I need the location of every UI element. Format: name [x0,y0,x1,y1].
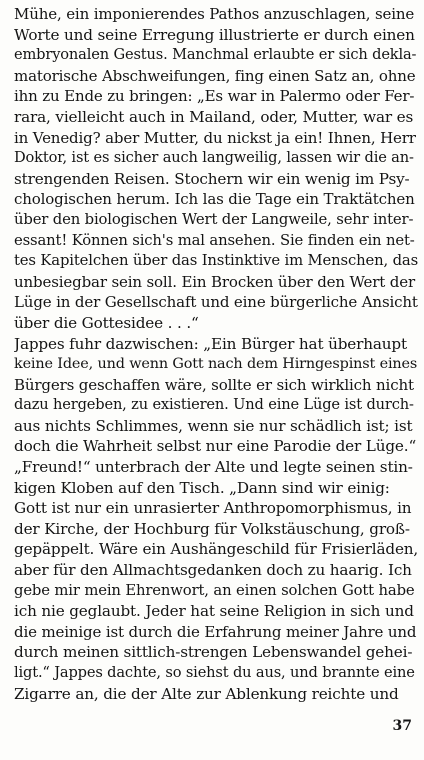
text-line: Gott ist nur ein unrasierter Anthropomorphismus, in [14,499,412,518]
page-number: 37 [392,718,412,734]
text-line: Zigarre an, die der Alte zur Ablenkung reichte und [14,684,399,703]
text-line: gepäppelt. Wäre ein Aushängeschild für Frisierläden, [14,540,418,559]
text-line: aus nichts Schlimmes, wenn sie nur schädlich ist; ist [14,416,413,435]
text-line: kigen Kloben auf den Tisch. „Dann sind wir einig: [14,478,390,497]
text-line: gebe mir mein Ehrenwort, an einen solchen Gott habe [14,581,415,599]
text-line: die meinige ist durch die Erfahrung meiner Jahre und [14,622,417,641]
text-line: rara, vielleicht auch in Mailand, oder, Mutter, war es [14,107,414,126]
text-line: matorische Abschweifungen, fing einen Satz an, ohne [14,66,416,85]
text-line: doch die Wahrheit selbst nur eine Parodie der Lüge.“ [14,437,417,456]
text-line: chologischen herum. Ich las die Tage ein Traktätchen [14,190,415,209]
text-line: in Venedig? aber Mutter, du nickst ja ein! Ihnen, Herr [14,128,416,147]
text-line: embryonalen Gestus. Manchmal erlaubte er sich dekla- [14,46,417,64]
text-line: Worte und seine Erregung illustrierte er durch einen [14,25,415,44]
text-line: aber für den Allmachtsgedanken doch zu haarig. Ich [14,561,412,580]
text-line: essant! Können sich's mal ansehen. Sie finden ein net- [14,231,415,249]
text-line: tes Kapitelchen über das Instinktive im Menschen, das [14,252,418,270]
text-line: Mühe, ein imponierendes Pathos anzuschlagen, seine [14,5,415,23]
text-line: Bürgers geschaffen wäre, sollte er sich wirklich nicht [14,375,414,394]
text-line: „Freund!“ unterbrach der Alte und legte seinen stin- [14,458,413,477]
text-line: ihn zu Ende zu bringen: „Es war in Palermo oder Fer- [14,87,415,106]
text-line: dazu hergeben, zu existieren. Und eine Lüge ist durch- [14,396,414,414]
text-line: ich nie geglaubt. Jeder hat seine Religion in sich und [14,602,414,621]
text-line: unbesiegbar sein soll. Ein Brocken über den Wert der [14,272,415,291]
text-line: der Kirche, der Hochburg für Volkstäuschung, groß- [14,519,410,538]
text-line: über den biologischen Wert der Langweile, sehr inter- [14,210,414,228]
text-line: durch meinen sittlich-strengen Lebenswandel gehei- [14,643,413,662]
text-line: über die Gottesidee . . .“ [14,313,199,332]
text-line: strengenden Reisen. Stochern wir ein wenig im Psy- [14,169,410,188]
text-line: keine Idee, und wenn Gott nach dem Hirngespinst eines [14,356,418,373]
text-line: Lüge in der Gesellschaft und eine bürgerliche Ansicht [14,293,418,312]
body-text [14,4,418,704]
text-line: Doktor, ist es sicher auch langweilig, lassen wir die an- [14,149,414,167]
text-line: ligt.“ Jappes dachte, so siehst du aus, und brannte eine [14,664,415,681]
text-line: Jappes fuhr dazwischen: „Ein Bürger hat überhaupt [14,334,407,353]
